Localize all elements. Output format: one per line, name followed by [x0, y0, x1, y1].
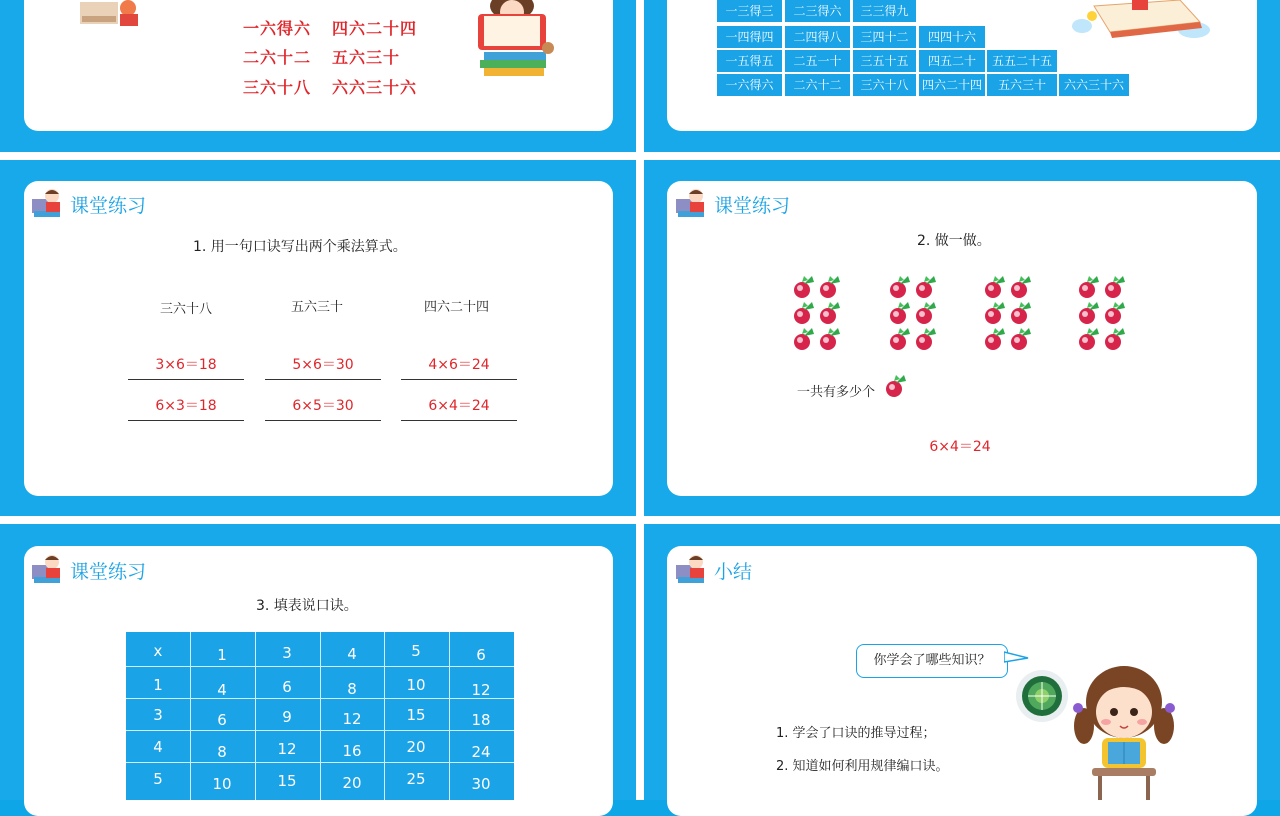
rhyme-table-cell: 一五得五 [717, 50, 782, 72]
fill-table-cell: 5 [153, 770, 163, 788]
fill-table [126, 632, 514, 800]
rhyme-table-cell: 一六得六 [717, 74, 782, 96]
answer-equation: 6×5＝30 [292, 398, 354, 414]
reading-kid-illustration [70, 0, 150, 30]
fill-table-cell: 12 [342, 709, 362, 728]
fill-table-cell: 24 [471, 742, 491, 761]
fill-table-cell: 4 [153, 738, 163, 756]
radish-icon [790, 328, 816, 352]
rhyme-text: 一六得六 [243, 19, 312, 38]
fill-table-cell: 8 [347, 679, 357, 698]
rhyme-table-cell: 二五一十 [785, 50, 850, 72]
student-mascot-icon [674, 553, 710, 587]
slide-header [30, 553, 146, 587]
student-mascot-icon [30, 187, 66, 221]
question-text: 3. 填表说口诀。 [256, 598, 358, 614]
rhyme-table-cell: 二三得六 [785, 0, 850, 22]
fill-table-cell: 15 [406, 706, 426, 724]
summary-point: 1. 学会了口诀的推导过程； [776, 726, 936, 741]
answer-equation: 5×6＝30 [292, 357, 354, 373]
rhyme-text: 五六三十 [332, 48, 401, 67]
fill-table-cell: 20 [406, 738, 426, 756]
bubble-tail-icon [1004, 650, 1030, 664]
fill-table-cell: 18 [471, 710, 491, 729]
rhyme-table-cell: 一四得四 [717, 26, 782, 48]
answer-line [128, 379, 244, 380]
rhyme-table-cell: 一三得三 [717, 0, 782, 22]
fill-table-cell: 1 [153, 676, 163, 694]
answer-line [265, 420, 381, 421]
radish-icon [790, 302, 816, 326]
fill-table-cell: 12 [277, 740, 297, 759]
radish-icon [981, 302, 1007, 326]
prompt-text: 一共有多少个 [797, 385, 876, 400]
slide-title: 小结 [714, 560, 753, 583]
answer-equation: 6×4＝24 [428, 398, 490, 414]
radish-icon [790, 276, 816, 300]
fill-table-cell: 20 [342, 773, 362, 792]
fill-table-cell: 10 [212, 774, 232, 793]
radish-icon [1007, 328, 1033, 352]
answer-equation: 4×6＝24 [428, 357, 490, 373]
girl-with-book-illustration [1068, 664, 1180, 800]
radish-icon [1101, 328, 1127, 352]
answer-line [265, 379, 381, 380]
rhyme-label: 三六十八 [160, 302, 213, 317]
slide-3-card [24, 181, 613, 496]
fill-table-cell: 30 [471, 774, 491, 793]
speech-bubble: 你学会了哪些知识？ [856, 644, 1008, 678]
rhyme-text: 四六二十四 [332, 19, 418, 38]
rhyme-text: 三六十八 [243, 78, 312, 97]
slide-title: 课堂练习 [70, 194, 147, 217]
rhyme-text: 六六三十六 [332, 78, 418, 97]
radish-icon [882, 375, 908, 399]
rhyme-label: 五六三十 [291, 300, 344, 315]
rhyme-table-cell: 五五二十五 [987, 50, 1057, 72]
grid-line [126, 730, 514, 731]
answer-equation: 3×6＝18 [155, 357, 217, 373]
fill-table-cell: 1 [217, 646, 227, 664]
divider [636, 0, 644, 800]
fill-table-cell: 16 [342, 741, 362, 760]
radish-icon [816, 328, 842, 352]
slide-header [674, 187, 790, 221]
student-mascot-icon [674, 187, 710, 221]
radish-icon [981, 276, 1007, 300]
student-mascot-icon [30, 553, 66, 587]
fill-table-cell: 5 [411, 642, 421, 660]
radish-icon [1101, 276, 1127, 300]
radish-icon [1101, 302, 1127, 326]
fill-table-cell: 6 [217, 710, 227, 729]
rhyme-table-cell: 五六三十 [987, 74, 1057, 96]
radish-icon [912, 276, 938, 300]
radish-icon [886, 302, 912, 326]
radish-icon [912, 302, 938, 326]
radish-icon [886, 328, 912, 352]
fill-table-cell: 4 [217, 680, 227, 699]
radish-icon [981, 328, 1007, 352]
fill-table-cell: 4 [347, 645, 357, 663]
fill-table-cell: 3 [153, 706, 163, 724]
rhyme-table-cell: 三三得九 [853, 0, 916, 22]
summary-point: 2. 知道如何利用规律编口诀。 [776, 759, 949, 774]
rhyme-text: 二六十二 [243, 48, 312, 67]
answer-equation: 6×3＝18 [155, 398, 217, 414]
fill-table-cell: 8 [217, 742, 227, 761]
question-text: 2. 做一做。 [917, 233, 991, 249]
fill-table-cell: 15 [277, 772, 297, 791]
radish-icon [1075, 302, 1101, 326]
book-cloud-illustration [1070, 0, 1215, 42]
question-text: 1. 用一句口诀写出两个乘法算式。 [193, 239, 407, 255]
radish-icon [1075, 276, 1101, 300]
slide-title: 课堂练习 [70, 560, 147, 583]
rhyme-table-cell: 二六十二 [785, 74, 850, 96]
radish-icon [1007, 276, 1033, 300]
slide-header [674, 553, 752, 587]
rhyme-table-cell: 三四十二 [853, 26, 916, 48]
radish-icon [816, 276, 842, 300]
radish-icon [816, 302, 842, 326]
rhyme-table-cell: 四六二十四 [919, 74, 985, 96]
rhyme-table-cell: 三五十五 [853, 50, 916, 72]
rhyme-table-cell: 二四得八 [785, 26, 850, 48]
radish-icon [912, 328, 938, 352]
answer-line [401, 379, 517, 380]
girl-reading-illustration [470, 0, 565, 80]
fill-table-cell: 3 [282, 644, 292, 662]
grid-line [126, 762, 514, 763]
grid-line [126, 666, 514, 667]
slide-header [30, 187, 146, 221]
answer-line [128, 420, 244, 421]
fill-table-cell: 6 [476, 646, 486, 664]
target-badge-icon [1014, 668, 1070, 724]
fill-table-cell: 10 [406, 676, 426, 694]
slide-title: 课堂练习 [714, 194, 791, 217]
rhyme-label: 四六二十四 [424, 300, 490, 315]
rhyme-table-cell: 三六十八 [853, 74, 916, 96]
rhyme-table-cell: 四四十六 [919, 26, 985, 48]
answer-equation: 6×4＝24 [929, 439, 991, 455]
fill-table-cell: 25 [406, 770, 426, 788]
radish-icon [1007, 302, 1033, 326]
radish-icon [1075, 328, 1101, 352]
fill-table-cell: 9 [282, 708, 292, 727]
fill-table-cell: 12 [471, 680, 491, 699]
rhyme-table-cell: 四五二十 [919, 50, 985, 72]
radish-icon [886, 276, 912, 300]
fill-table-cell: x [153, 642, 163, 660]
fill-table-cell: 6 [282, 678, 292, 697]
answer-line [401, 420, 517, 421]
rhyme-table-cell: 六六三十六 [1059, 74, 1129, 96]
